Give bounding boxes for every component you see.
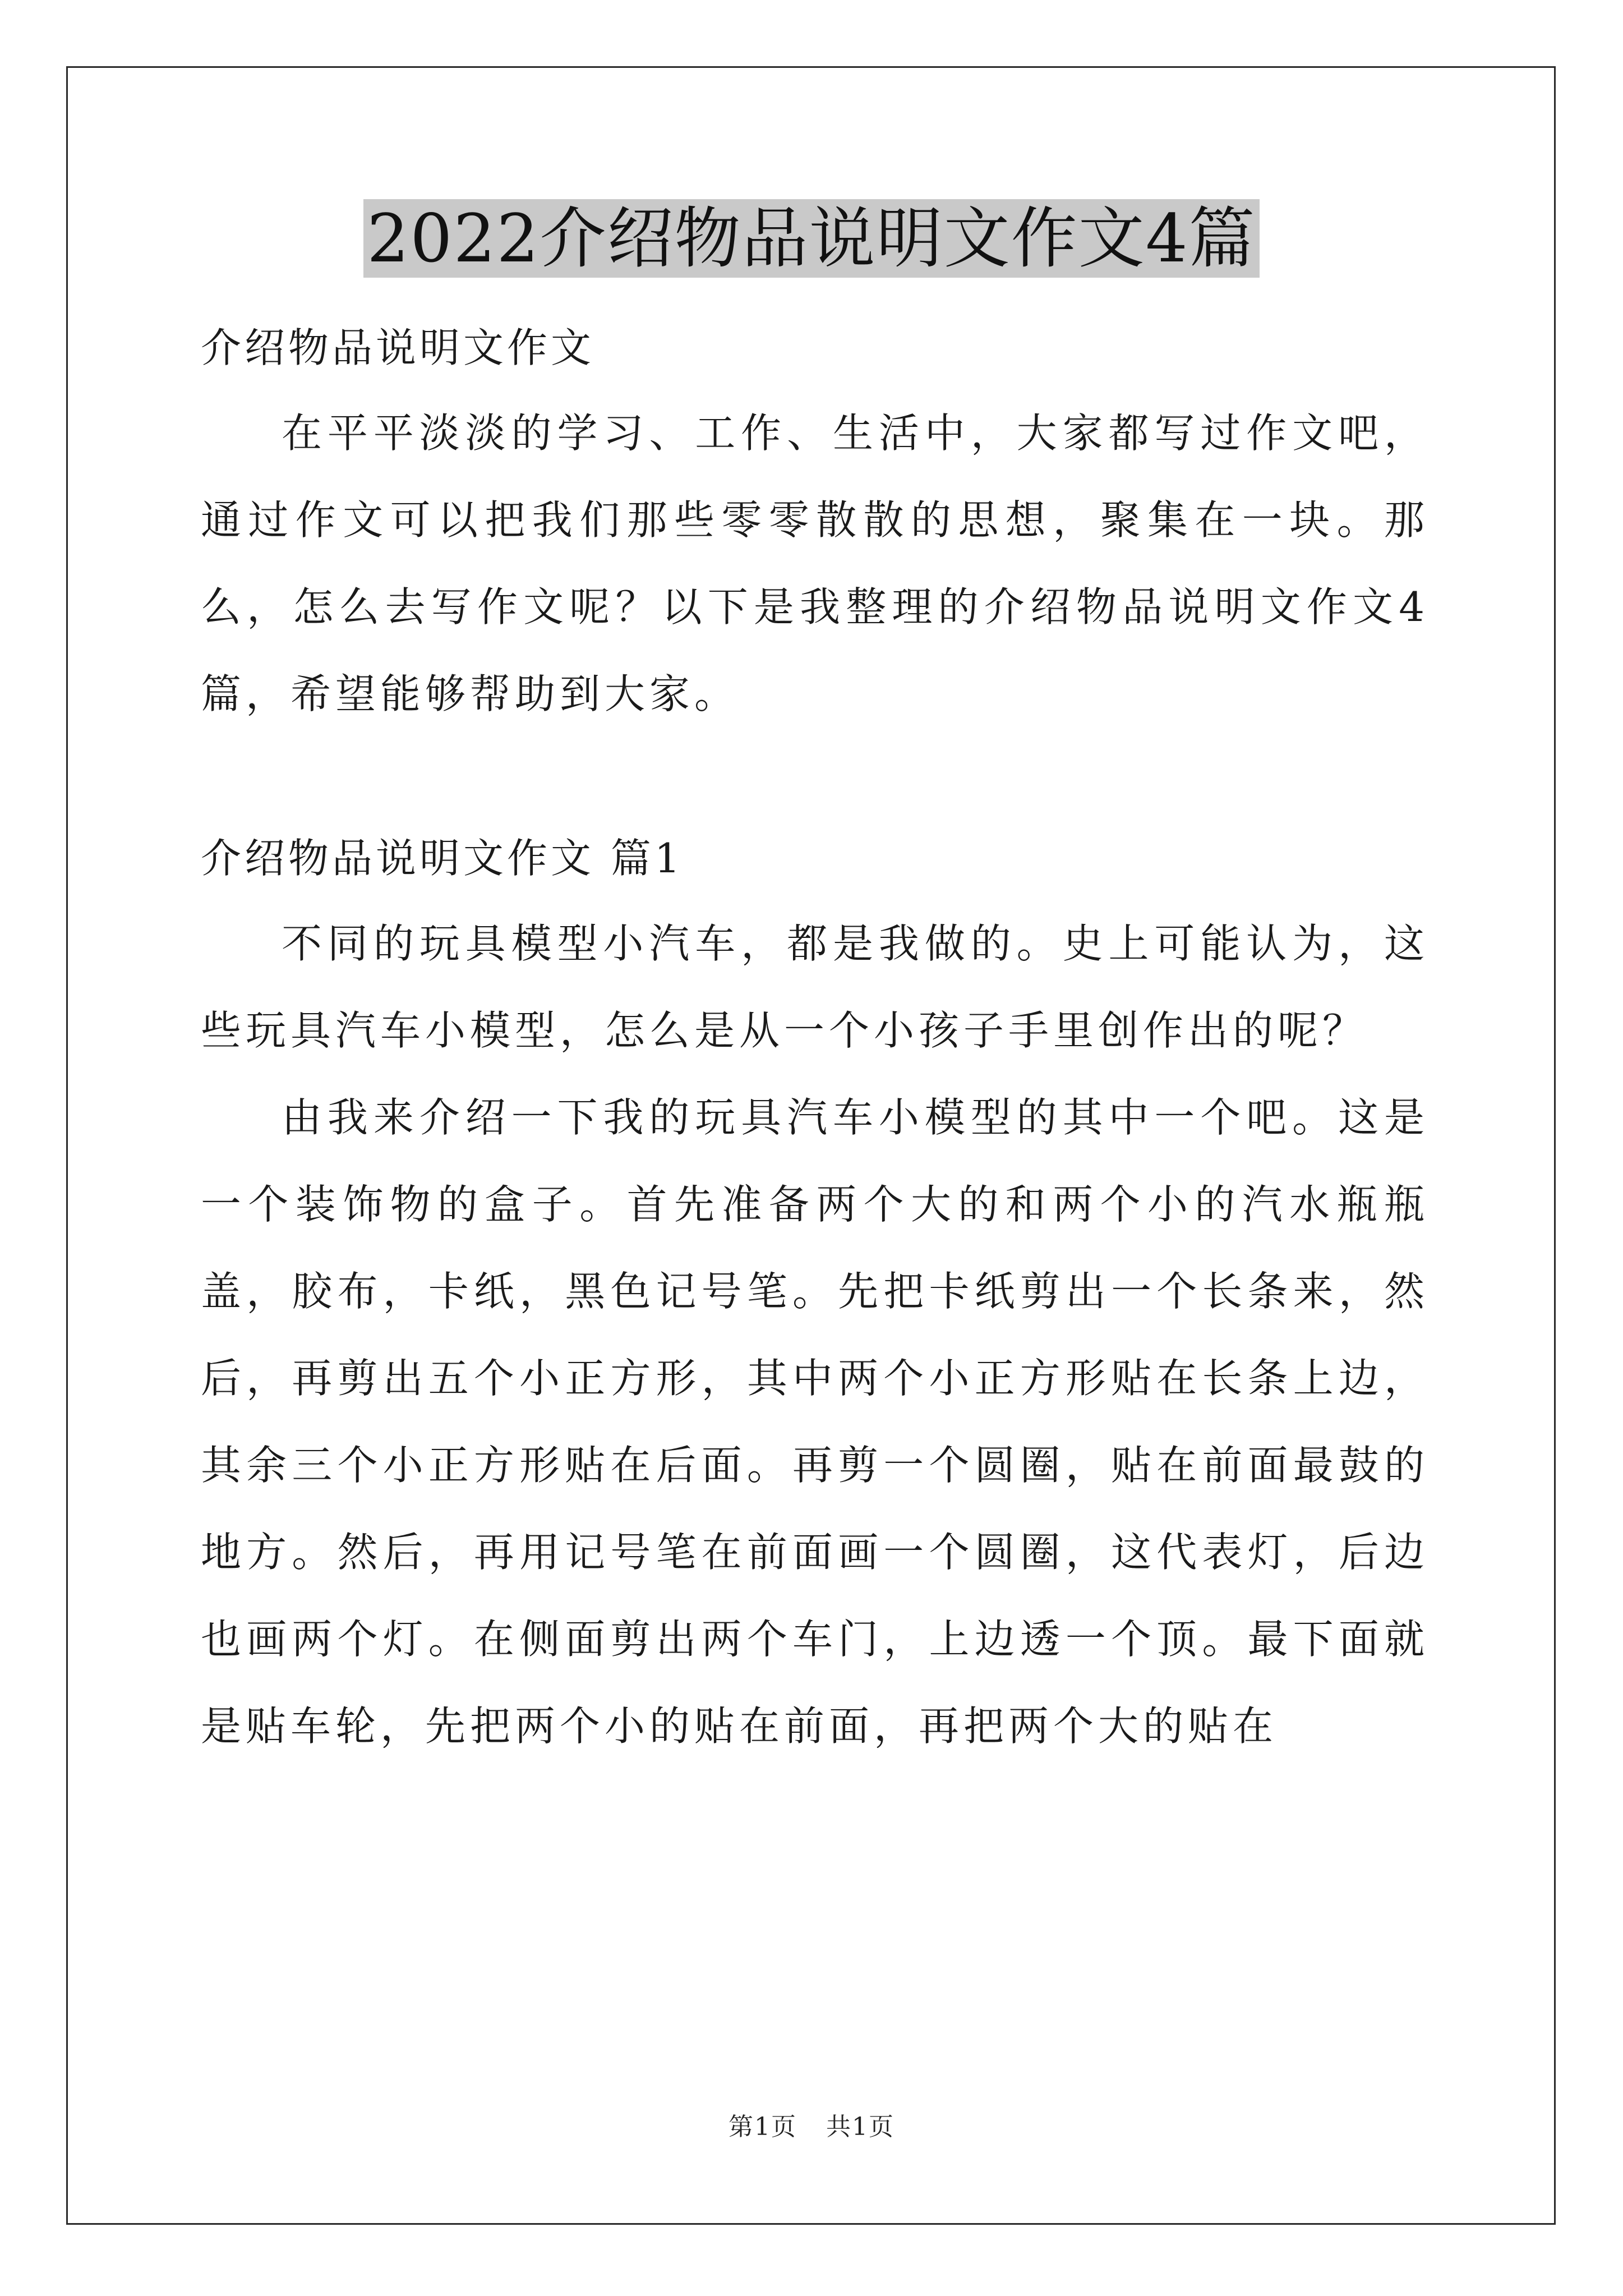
intro-paragraph: 在平平淡淡的学习、工作、生活中，大家都写过作文吧，通过作文可以把我们那些零零散散的思想，聚集在一块。那么，怎么去写作文呢？以下是我整理的介绍物品说明文作文4篇，希望能够帮助到大家。	[201, 409, 1429, 717]
title-container	[0, 199, 1623, 278]
section1-heading: 介绍物品说明文作文 篇1	[201, 835, 684, 882]
page-total: 共1页	[826, 2113, 895, 2141]
section1-paragraph-1: 不同的玩具模型小汽车，都是我做的。史上可能认为，这些玩具汽车小模型，怎么是从一个小孩子手里创作出的呢？	[201, 920, 1429, 1054]
intro-heading: 介绍物品说明文作文	[201, 324, 595, 371]
page-number: 第1页	[728, 2113, 797, 2141]
document-body	[201, 306, 1429, 1770]
section-gap	[201, 738, 1429, 816]
page-footer	[0, 2106, 1623, 2142]
section1-paragraph-2: 由我来介绍一下我的玩具汽车小模型的其中一个吧。这是一个装饰物的盒子。首先准备两个大的和两个小的汽水瓶瓶盖，胶布，卡纸，黑色记号笔。先把卡纸剪出一个长条来，然后，再剪出五个小正方形，其中两个小正方形贴在长条上边，其余三个小正方形贴在后面。再剪一个圆圈，贴在前面最鼓的地方。然后，再用记号笔在前面画一个圆圈，这代表灯，后边也画两个灯。在侧面剪出两个车门，上边透一个顶。最下面就是贴车轮，先把两个小的贴在前面，再把两个大的贴在	[201, 1094, 1429, 1750]
document-title: 2022介绍物品说明文作文4篇	[363, 199, 1259, 278]
